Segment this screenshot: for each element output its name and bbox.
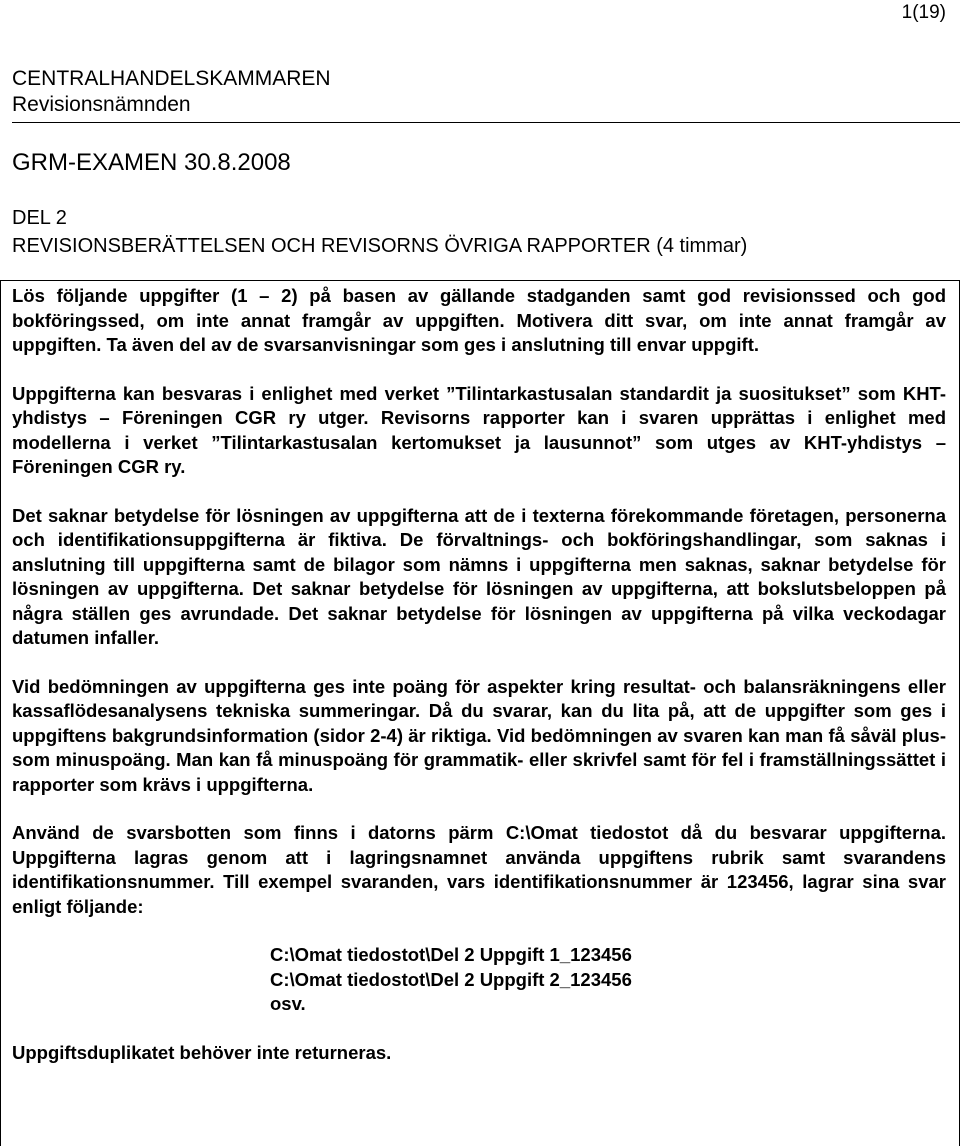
organization-name: CENTRALHANDELSKAMMAREN: [12, 67, 331, 90]
file-path-1: C:\Omat tiedostot\Del 2 Uppgift 1_123456: [270, 944, 632, 965]
header-divider: [12, 122, 960, 123]
part-label: DEL 2: [12, 207, 67, 229]
exam-title: GRM-EXAMEN 30.8.2008: [12, 149, 291, 176]
page-number: 1(19): [901, 2, 946, 23]
instructions-paragraph-6: Uppgiftsduplikatet behöver inte returneras.: [12, 1041, 392, 1063]
etc-text: osv.: [270, 993, 306, 1014]
instructions-paragraph-4: Vid bedömningen av uppgifterna ges inte poäng för aspekter kring resultat- och balansräkningens eller kassaflödesanalysens tekniska summeringar. Då du svarar, kan du lita på, att de uppgifter som ges i uppgiftens bakgrundsinformation (sidor 2-4) är riktiga. Vid bedömningen av svaren kan man få såväl plus- som minuspoäng. Man kan få minuspoäng för grammatik- eller skrivfel samt för fel i framställningssättet i rapporter som krävs i uppgifterna.: [12, 675, 946, 795]
instructions-paragraph-1: Lös följande uppgifter (1 – 2) på basen av gällande stadganden samt god revisionssed och god bokföringssed, om inte annat framgår av uppgiften. Motivera ditt svar, om inte annat framgår av uppgiften. Ta även del av de svarsanvisningar som ges i anslutning till envar uppgift.: [12, 285, 946, 355]
instructions-text: [12, 284, 946, 1089]
instructions-paragraph-2: Uppgifterna kan besvaras i enlighet med verket ”Tilintarkastusalan standardit ja suositukset” som KHT-yhdistys – Föreningen CGR ry utger. Revisorns rapporter kan i svaren upprättas i enlighet med modellerna i verket ”Tilintarkastusalan kertomukset ja lausunnot” som utges av KHT-yhdistys – Föreningen CGR ry.: [12, 382, 946, 477]
file-path-2: C:\Omat tiedostot\Del 2 Uppgift 2_123456: [270, 968, 632, 990]
organization-header: [12, 66, 331, 118]
board-name: Revisionsnämnden: [12, 93, 191, 116]
instructions-paragraph-5: Använd de svarsbotten som finns i datorns pärm C:\Omat tiedostot då du besvarar uppgifterna. Uppgifterna lagras genom att i lagringsnamnet använda uppgiftens rubrik samt svarandens identifikationsnummer. Till exempel svaranden, vars identifikationsnummer är 123456, lagrar sina svar enligt följande:: [12, 822, 946, 917]
part-title: REVISIONSBERÄTTELSEN OCH REVISORNS ÖVRIGA RAPPORTER (4 timmar): [12, 235, 748, 257]
file-path-examples: [270, 943, 946, 1017]
part-heading: [12, 204, 747, 260]
instructions-paragraph-3: Det saknar betydelse för lösningen av uppgifterna att de i texterna förekommande företagen, personerna och identifikationsuppgifterna är fiktiva. De förvaltnings- och bokföringshandlingar, som saknas i anslutning till uppgifterna samt de bilagor som nämns i uppgifterna men saknas, saknar betydelse för lösningen av uppgifterna. Det saknar betydelse för lösningen av uppgifterna, att bokslutsbeloppen på några ställen ges avrundade. Det saknar betydelse för lösningen av uppgifterna på vilka veckodagar datumen infaller.: [12, 504, 946, 648]
